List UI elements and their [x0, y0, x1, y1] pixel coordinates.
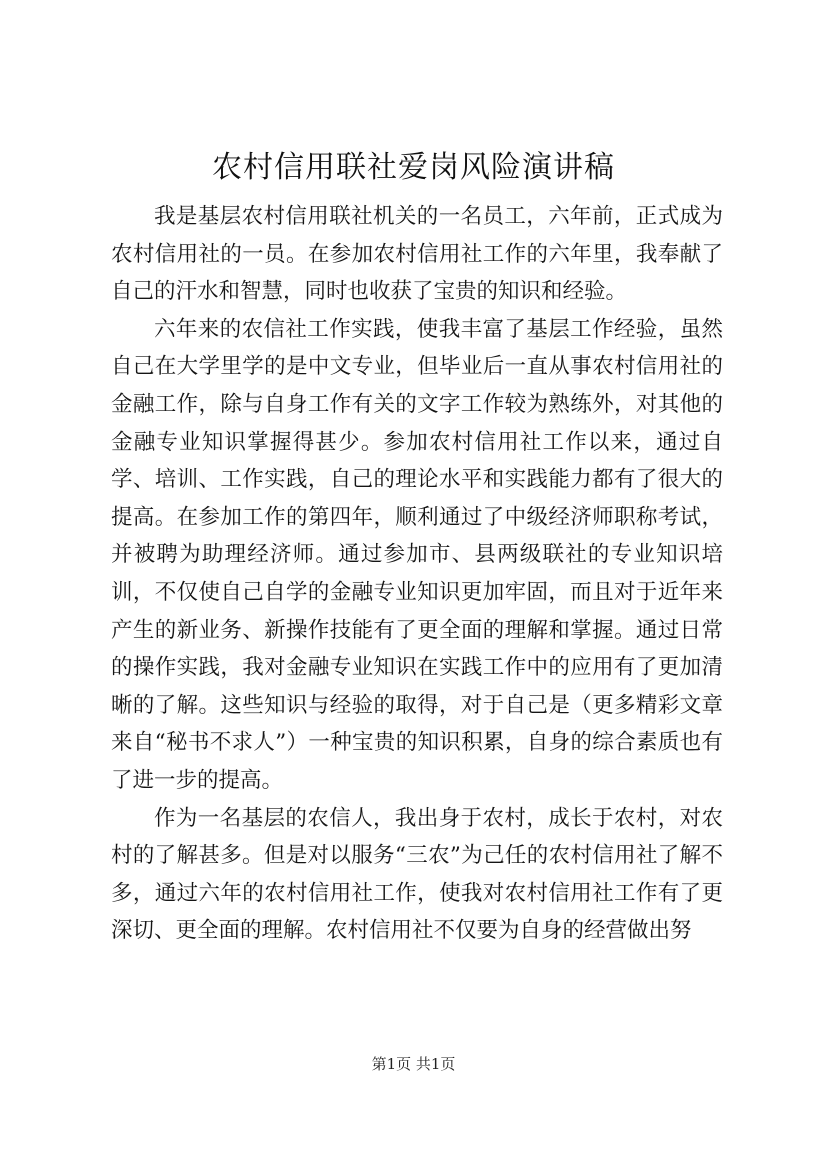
paragraph-2: 六年来的农信社工作实践，使我丰富了基层工作经验，虽然自己在大学里学的是中文专业，但毕业后一直从事农村信用社的金融工作，除与自身工作有关的文字工作较为熟练外，对其他的金融专业知识掌握得甚少。参加农村信用社工作以来，通过自学、培训、工作实践，自己的理论水平和实践能力都有了很大的提高。在参加工作的第四年，顺利通过了中级经济师职称考试，并被聘为助理经济师。通过参加市、县两级联社的专业知识培训，不仅使自己自学的金融专业知识更加牢固，而且对于近年来产生的新业务、新操作技能有了更全面的理解和掌握。通过日常的操作实践，我对金融专业知识在实践工作中的应用有了更加清晰的了解。这些知识与经验的取得，对于自己是（更多精彩文章来自“秘书不求人”）一种宝贵的知识积累，自身的综合素质也有了进一步的提高。 [111, 316, 723, 793]
page-footer: 第1页 共1页 [371, 1055, 456, 1073]
document-title: 农村信用联社爱岗风险演讲稿 [212, 150, 615, 185]
paragraph-3: 作为一名基层的农信人，我出身于农村，成长于农村，对农村的了解甚多。但是对以服务“三农”为己任的农村信用社了解不多，通过六年的农村信用社工作，使我对农村信用社工作有了更深切、更全面的理解。农村信用社不仅要为自身的经营做出努 [111, 805, 723, 944]
document-body [111, 198, 723, 950]
paragraph-1: 我是基层农村信用联社机关的一名员工，六年前，正式成为农村信用社的一员。在参加农村信用社工作的六年里，我奉献了自己的汗水和智慧，同时也收获了宝贵的知识和经验。 [111, 204, 723, 305]
